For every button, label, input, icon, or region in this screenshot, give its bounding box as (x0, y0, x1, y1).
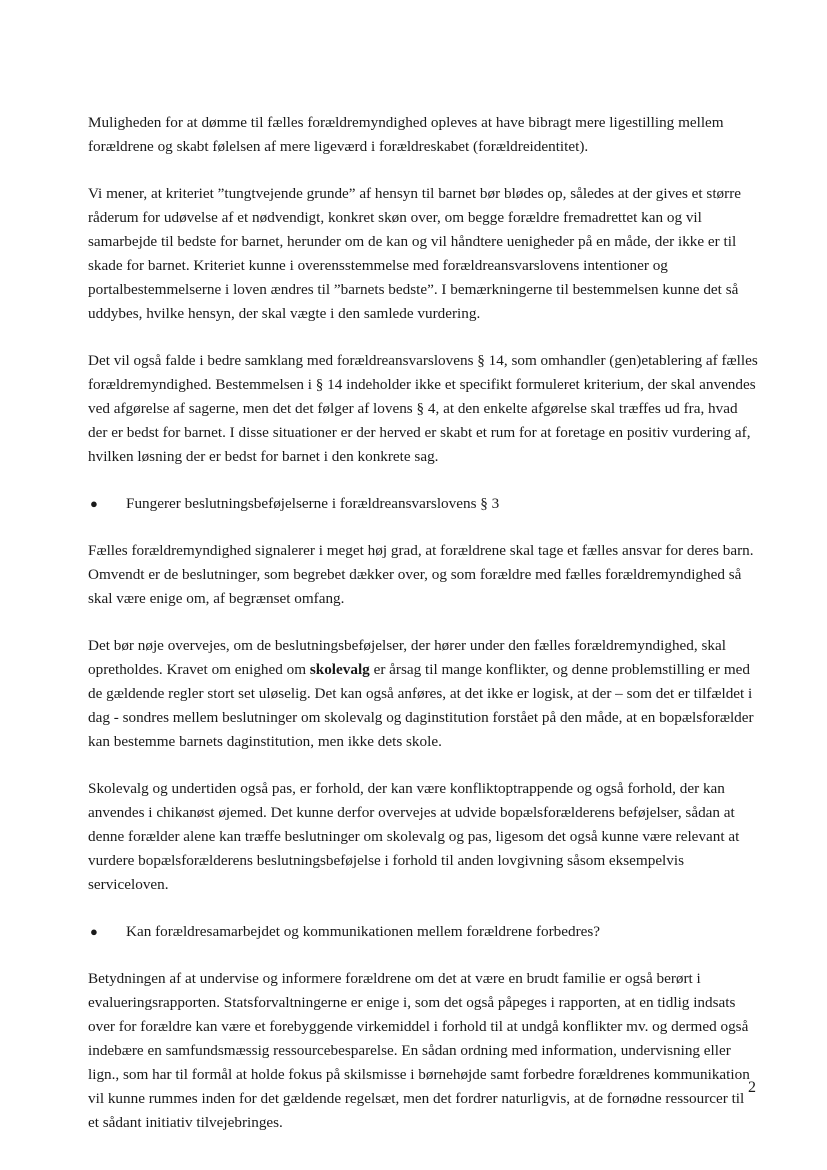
page-number: 2 (748, 1079, 756, 1096)
bullet-dot-icon: ● (90, 496, 98, 511)
paragraph-7: Betydningen af at undervise og informere forældrene om det at være en brudt familie er også berørt i evalueringsrapporten. Statsforvaltningerne er enige i, som det også påpeges i rapporten, at en tidlig indsats over for forældre kan være et forebyggende virkemiddel i forhold til at undgå konflikter mv. og dermed også indebære en samfundsmæssig ressourcebesparelse. En sådan ordning med information, undervisning eller lign., som har til formål at holde fokus på skilsmisse i børnehøjde samt forbedre forældrenes kommunikation vil kunne rummes inden for det gældende regelsæt, men det fordrer naturligvis, at de fornødne ressourcer til et sådant initiativ tilvejebringes. (88, 970, 750, 1131)
paragraph-1: Muligheden for at dømme til fælles forældremyndighed opleves at have bibragt mere ligestilling mellem forældrene og skabt følelsen af mere ligeværd i forældreskabet (forældreidentitet). (88, 114, 724, 155)
document-body (88, 111, 758, 1158)
paragraph-3: Det vil også falde i bedre samklang med forældreansvarslovens § 14, som omhandler (gen)etablering af fælles forældremyndighed. Bestemmelsen i § 14 indeholder ikke et specifikt formuleret kriterium, der skal anvendes ved afgørelse af sagerne, men det det følger af lovens § 4, at den enkelte afgørelse skal træffes ud fra, hvad der er bedst for barnet. I disse situationer er der herved er skabt et rum for at foretage en positiv vurdering af, hvilken løsning der er bedst for barnet i den konkrete sag. (88, 352, 758, 465)
bullet-text: Fungerer beslutningsbeføjelserne i forældreansvarslovens § 3 (126, 495, 500, 512)
bullet-text: Kan forældresamarbejdet og kommunikationen mellem forældrene forbedres? (126, 923, 601, 940)
paragraph-5-bold-term: skolevalg (309, 661, 370, 678)
paragraph-6: Skolevalg og undertiden også pas, er forhold, der kan være konfliktoptrappende og også forhold, der kan anvendes i chikanøst øjemed. Det kunne derfor overvejes at udvide bopælsforælderens beføjelser, sådan at denne forælder alene kan træffe beslutninger om skolevalg og pas, ligesom det også kunne være relevant at vurdere bopælsforælderens beslutningsbeføjelse i forhold til anden lovgivning såsom eksempelvis serviceloven. (88, 780, 740, 893)
paragraph-4: Fælles forældremyndighed signalerer i meget høj grad, at forældrene skal tage et fælles ansvar for deres barn. Omvendt er de beslutninger, som begrebet dækker over, og som forældre med fælles forældremyndighed så skal være enige om, af begrænset omfang. (88, 542, 754, 607)
bullet-item-cooperation (88, 920, 758, 944)
paragraph-5-text-a: Det bør nøje overvejes, om de beslutningsbeføjelser, der hører under den fælles forældremyndighed, skal opretholdes. Kravet om enighed om (88, 637, 726, 678)
bullet-item-decision-powers (88, 492, 758, 516)
paragraph-2: Vi mener, at kriteriet ”tungtvejende grunde” af hensyn til barnet bør blødes op, således at der gives et større råderum for udøvelse af et nødvendigt, konkret skøn over, om begge forældre fremadrettet kan og vil samarbejde til bedste for barnet, herunder om de kan og vil håndtere uenigheder på en måde, der ikke er til skade for barnet. Kriteriet kunne i overensstemmelse med forældreansvarslovens intentioner og portalbestemmelserne i loven ændres til ”barnets bedste”. I bemærkningerne til bestemmelsen kunne det så uddybes, hvilke hensyn, der skal vægte i den samlede vurdering. (88, 185, 742, 322)
bullet-dot-icon: ● (90, 924, 98, 939)
paragraph-5-text-b: er årsag til mange konflikter, og denne problemstilling er med de gældende regler stort set uløselig. Det kan også anføres, at det ikke er logisk, at der – som det er tilfældet i dag - sondres mellem beslutninger om skolevalg og daginstitution forstået på den måde, at en bopælsforælder kan bestemme barnets daginstitution, men ikke dets skole. (88, 661, 754, 750)
paragraph-5 (88, 634, 758, 754)
